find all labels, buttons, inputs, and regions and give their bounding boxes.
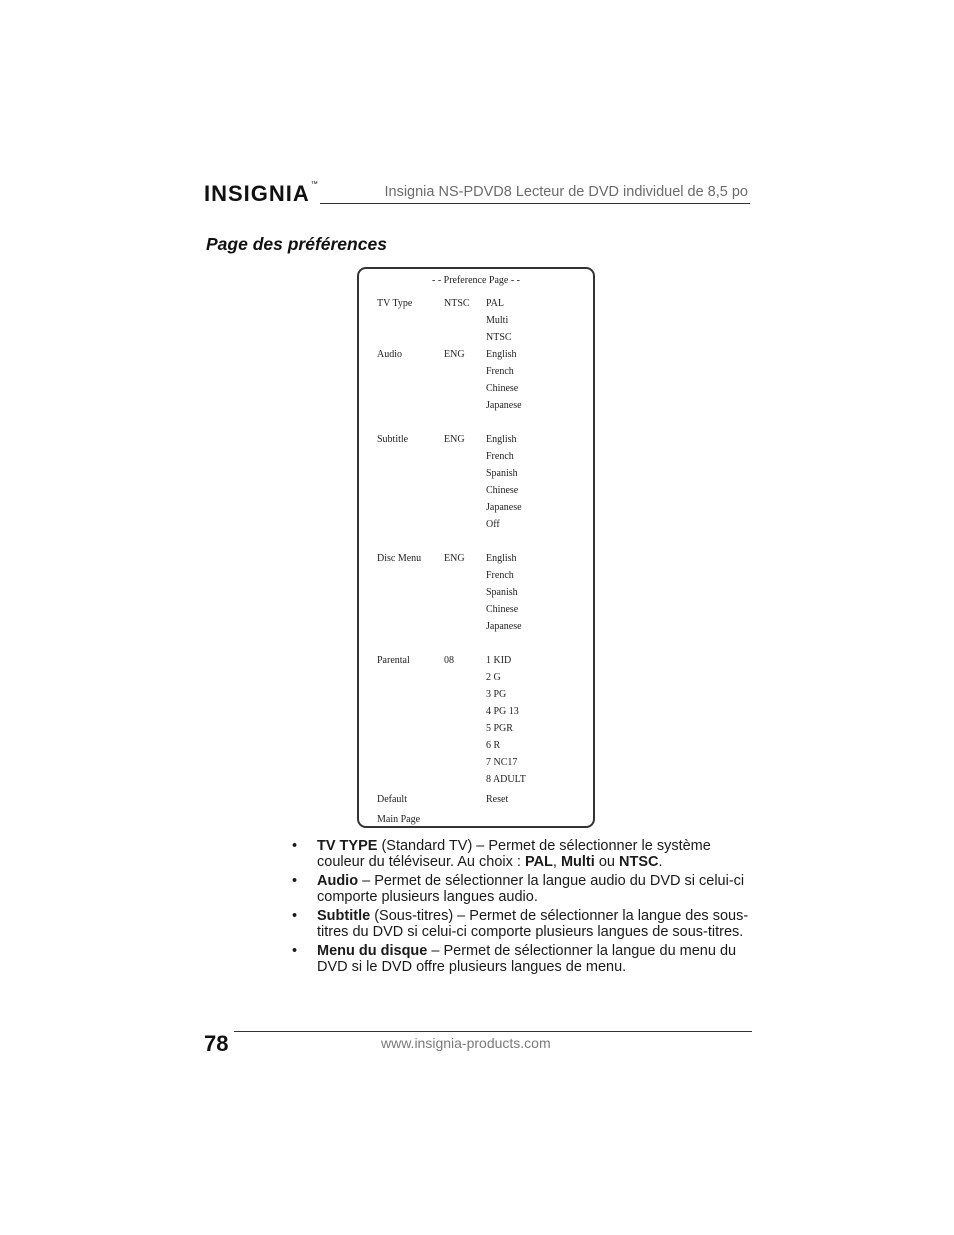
page-number: 78 <box>204 1031 229 1056</box>
feature-description: – Permet de sélectionner la langue audio du DVD si celui-ci comporte plusieurs langues audio. <box>317 873 745 905</box>
menu-option: 5 PGR <box>486 723 513 734</box>
header-divider <box>320 203 750 204</box>
header-title: Insignia NS-PDVD8 Lecteur de DVD individuel de 8,5 po <box>384 184 748 200</box>
menu-option: Off <box>486 519 500 530</box>
menu-value: ENG <box>444 434 465 445</box>
feature-term: Subtitle <box>317 908 371 924</box>
menu-label: Main Page <box>377 814 421 825</box>
preference-page-menu <box>357 267 595 828</box>
bullet-icon: • <box>292 838 298 854</box>
menu-option: 3 PG <box>486 689 507 700</box>
menu-option: NTSC <box>486 332 512 343</box>
menu-label: Subtitle <box>377 434 409 445</box>
menu-label: Audio <box>377 349 402 360</box>
menu-option: Chinese <box>486 383 519 394</box>
logo-text: INSIGNIA <box>204 181 310 206</box>
feature-term: PAL <box>524 854 553 870</box>
menu-option: Japanese <box>486 502 522 513</box>
footer-url: www.insignia-products.com <box>381 1035 551 1051</box>
menu-option: 4 PG 13 <box>486 706 519 717</box>
feature-description: (Standard TV) – Permet de sélectionner le système couleur du téléviseur. Au choix : <box>317 838 711 870</box>
menu-option: French <box>486 451 514 462</box>
menu-option: Reset <box>486 794 509 805</box>
section-title: Page des préférences <box>206 234 387 254</box>
bullet-icon: • <box>292 908 298 924</box>
menu-option: 6 R <box>486 740 501 751</box>
bullet-icon: • <box>292 943 298 959</box>
menu-option: French <box>486 570 514 581</box>
feature-list-item <box>292 838 752 870</box>
feature-term: TV TYPE <box>317 838 378 854</box>
feature-description: , <box>552 854 561 870</box>
menu-option: Spanish <box>486 468 518 479</box>
feature-list-item <box>292 873 752 905</box>
menu-label: Parental <box>377 655 410 666</box>
menu-value: ENG <box>444 349 465 360</box>
feature-term: NTSC <box>618 854 659 870</box>
menu-value: 08 <box>444 655 454 666</box>
menu-option: Spanish <box>486 587 518 598</box>
menu-option: 1 KID <box>486 655 512 666</box>
menu-label: Default <box>377 794 407 805</box>
footer-divider <box>234 1031 752 1032</box>
menu-option: Chinese <box>486 485 519 496</box>
menu-label: Disc Menu <box>377 553 422 564</box>
menu-option: 2 G <box>486 672 501 683</box>
menu-option: Chinese <box>486 604 519 615</box>
feature-description: (Sous-titres) – Permet de sélectionner la langue des sous-titres du DVD si celui-ci comporte plusieurs langues de sous-titres. <box>317 908 749 940</box>
bullet-icon: • <box>292 873 298 889</box>
menu-value: ENG <box>444 553 465 564</box>
feature-description: ou <box>594 854 619 870</box>
feature-term: Audio <box>317 873 359 889</box>
menu-option: 7 NC17 <box>486 757 518 768</box>
menu-option: French <box>486 366 514 377</box>
feature-description: – Permet de sélectionner la langue du menu du DVD si le DVD offre plusieurs langues de menu. <box>317 943 737 975</box>
menu-heading: - - Preference Page - - <box>431 275 520 286</box>
menu-option: PAL <box>486 298 504 309</box>
feature-description: . <box>658 854 663 870</box>
menu-label: TV Type <box>377 298 413 309</box>
menu-option: English <box>486 349 517 360</box>
feature-term: Menu du disque <box>317 943 428 959</box>
menu-option: Japanese <box>486 400 522 411</box>
menu-value: NTSC <box>444 298 470 309</box>
menu-option: English <box>486 553 517 564</box>
insignia-logo <box>204 181 319 207</box>
feature-list <box>292 838 752 978</box>
menu-option: Japanese <box>486 621 522 632</box>
menu-option: English <box>486 434 517 445</box>
logo-trademark: ™ <box>310 181 319 188</box>
feature-term: Multi <box>560 854 595 870</box>
menu-option: Multi <box>486 315 509 326</box>
menu-option: 8 ADULT <box>486 774 526 785</box>
feature-list-item <box>292 908 752 940</box>
feature-list-item <box>292 943 752 975</box>
